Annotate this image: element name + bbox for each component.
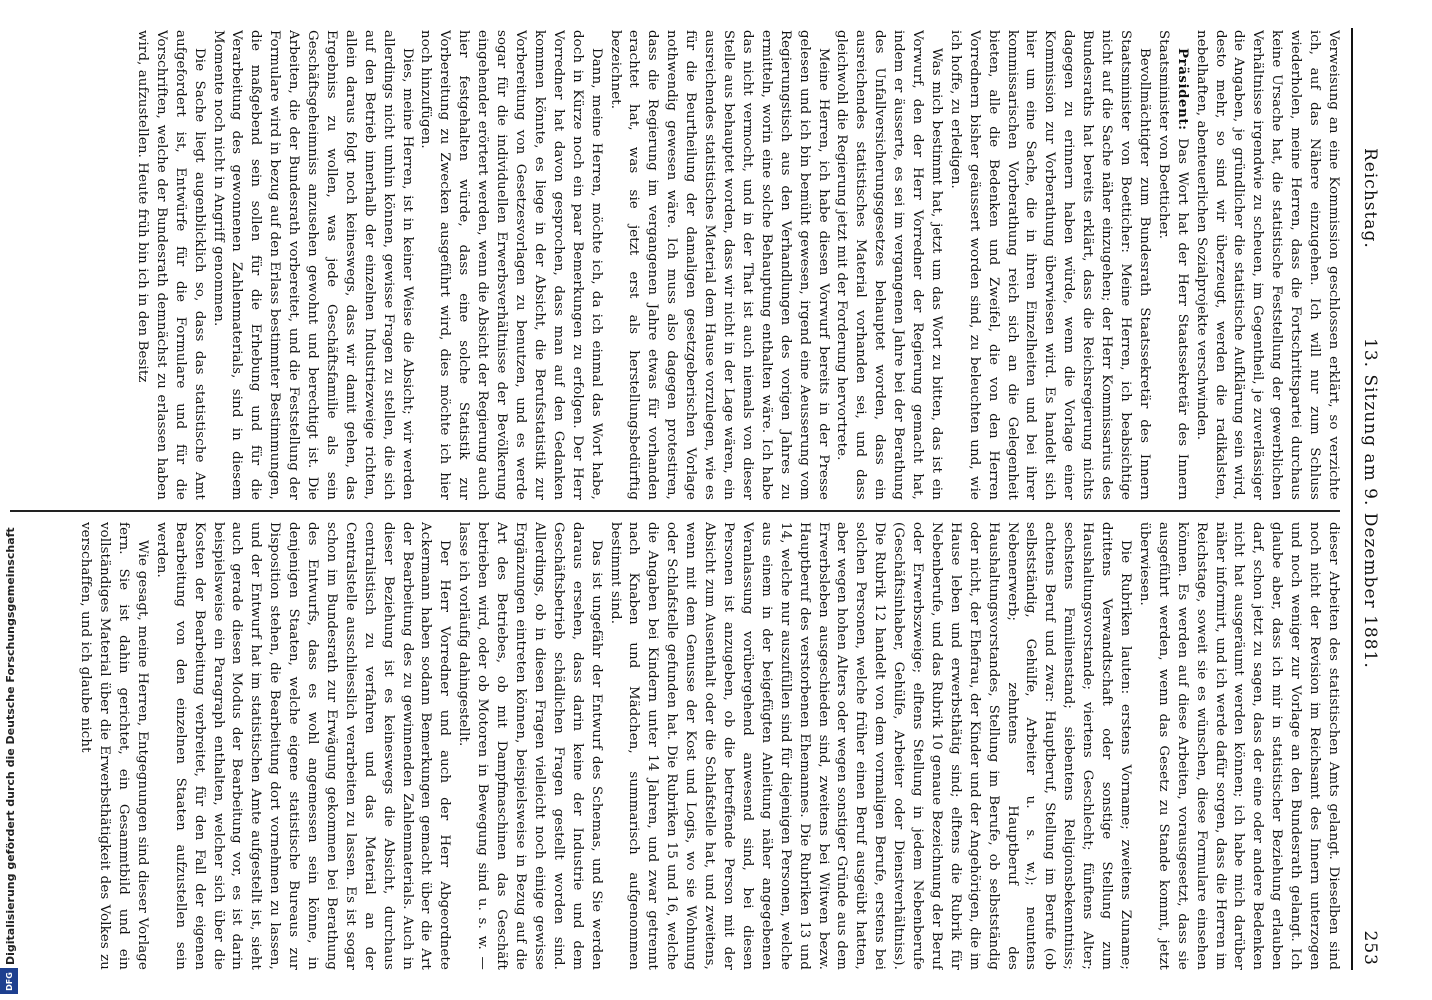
paragraph-text: Bevollmächtigter zum Bundesrath Staatssekretär des Innern Staatsminister von Boetticher: Meine Herren, ich beabsichtige nicht auf die Sache näher einzugehen; der Herr Kommissarius des Bundesraths hat bereits erklärt, dass die Reichsregierung nichts dagegen zu erinnern haben würde, wenn die Vorlage einer Kommission zur Vorberathung überwiesen wird. Es handelt sich hier um eine Sache, die in ihren Einzelheiten und bei ihrer kommissarischen Vorberathung reich sich an die Gelegenheit bieten, alle die Bedenken und Zweifel, die von den Herren Vorrednern bisher geäussert worden sind, zu beleuchten und, wie ich hoffe, zu erledigen.	[947, 30, 1152, 500]
paragraph-text: Wie gesagt, meine Herren, Entgegnungen sind dieser Vorlage fern. Sie ist dahin gerichtet, ein Gesammtbild und ein vollständiges Material über die Erwerbsthätigkeit des Volkes zu verschaffen, und ich glaube nicht	[78, 522, 150, 970]
page-number: 253	[1360, 930, 1380, 966]
left-column-paragraph	[416, 30, 605, 500]
right-column-paragraph	[1134, 522, 1342, 970]
right-column-paragraph	[453, 522, 604, 970]
paragraph-text: Meine Herren, ich habe diesen Vorwurf bereits in der Presse gelesen und ich bin bemüht gewesen, irgend eine Aeusserung vom Regierungstisch aus den Verhandlungen des vorigen Jahres zu ermitteln, worin eine solche Behauptung enthalten wäre. Ich habe das nicht vermocht, und in der That ist auch niemals von dieser Stelle aus behauptet worden, dass wir nicht in der Lage wären, ein ausreichendes statistisches Material dem Hause vorzulegen, wie es für die Beurtheilung der damaligen gesetzgeberischen Vorlage nothwendig gewesen wäre. Ich muss also dagegen protestiren, dass die Regierung im vergangenen Jahre etwas für vorhanden erachtet hat, was sie jetzt erst als herstellungsbedürftig bezeichnet.	[607, 30, 831, 500]
left-column-paragraph	[132, 30, 208, 500]
right-column-paragraph	[75, 522, 151, 970]
header-rule	[1351, 28, 1353, 970]
left-column-paragraph	[832, 30, 945, 500]
left-column-paragraph	[945, 30, 1153, 500]
paragraph-text: Das ist ungefähr der Entwurf des Schemas, und Sie werden daraus ersehen, dass darin keine der Industrie und dem Geschäftsbetrieb schädlichen Fragen gestellt worden sind. Allerdings, ob in diesen Fragen vielleicht noch einige gewisse Ergänzungen eintreten können, beispielsweise in Bezug auf die Art des Betriebes, ob mit Dampfmaschinen das Geschäft betrieben wird, oder ob Motoren in Bewegung sind u. s. w. — lasse ich vorläufig dahingestellt.	[456, 522, 604, 970]
paragraph-text: Das Wort hat der Herr Staatssekretär des Innern Staatsminister von Boetticher.	[1155, 30, 1190, 500]
dfg-logo-text: DFG	[4, 971, 14, 991]
right-column-paragraph	[605, 522, 1134, 970]
paragraph-text: Was mich bestimmt hat, jetzt um das Wort zu bitten, das ist ein Vorwurf, den der Herr Vorredner der Regierung gemacht hat, indem er äusserte, es sei im vergangenen Jahre bei der Berathung des Unfallversicherungsgesetzes behauptet worden, dass ein ausreichendes statistisches Material vorhanden sei, und dass gleichwohl die Regierung jetzt mit der Forderung hervortrete.	[834, 30, 944, 500]
header-session-date: 13. Sitzung am 9. Dezember 1881.	[1360, 338, 1380, 669]
speaker-label: Präsident:	[1174, 48, 1190, 131]
paragraph-text: Der Herr Vorredner und auch der Herr Abgeordnete Ackermann haben sodann Bemerkungen gemacht über die Art der Bearbeitung des zu gewinnenden Zahlenmaterials. Auch in dieser Beziehung ist es keineswegs die Absicht, durchaus centralistisch zu verfahren und das Material an der Centralstelle ausschliesslich verarbeiten zu lassen. Es ist sogar schon im Bundesrath zur Erwägung gekommen bei Berathung des Entwurfs, dass es wohl angemessen sein könne, in denjenigen Staaten, welche eigene statistische Bureaus zur Disposition stehen, die Bearbeitung dort vornehmen zu lassen, und der Entwurf hat im statistischen Amte aufgestellt ist, sieht auch gerade diesen Modus der Bearbeitung vor, es ist darin beispielsweise ein Paragraph enthalten, welcher sich über die Kosten der Bearbeitung verbreitet, für den Fall der eigenen Bearbeitung von den einzelnen Staaten aufzustellen sein werden.	[153, 522, 453, 970]
paragraph-text: dieser Arbeiten des statistischen Amts gelangt. Dieselben sind noch nicht der Revision im Reichsamt des Innern unterzogen und noch weniger zur Vorlage an den Bundesrath gelangt. Ich glaube aber, dass ich mir in statistischer Beziehung erlauben darf, schon jetzt zu sagen, dass der eine oder andere Bedenken nicht hat ausgeräumt werden können; ich habe mich darüber näher informirt, und ich werde dafür sorgen, dass die Herren im Reichstage, soweit sie es wünschen, diese Formulare einsehen können. Es werden auf diese Arbeiten, vorausgesetzt, dass sie ausgeführt werden, wenn das Gesetz zu Stande kommt, jetzt überwiesen.	[1136, 522, 1341, 970]
right-column	[8, 522, 1342, 970]
running-head	[1356, 28, 1384, 970]
digitization-credit: Digitalisierung gefördert durch die Deutsche Forschungsgemeinschaft	[4, 527, 17, 965]
left-column-paragraph	[1153, 30, 1191, 500]
left-column	[8, 30, 1342, 500]
left-column-paragraph	[208, 30, 416, 500]
paragraph-text: Dies, meine Herren, ist in keiner Weise die Absicht; wir werden allerdings nicht umhin können, gewisse Fragen zu stellen, die sich auf den Betrieb innerhalb der einzelnen Industriezweige richten, allein daraus folgt noch keineswegs, dass wir damit gehen, das Ergebniss zu wollen, was jede Geschäftsfamilie als sein Geschäftsgeheimniss anzusehen gewohnt und berechtigt ist. Die Arbeiten, die der Bundesrath vorbereitet, und die Feststellung der Formulare wird in bezug auf den Erlass bestimmter Bestimmungen, die maßgebend sein sollen für die Erhebung und für die Verarbeitung des gewonnenen Zahlenmaterials, sind in diesem Momente noch nicht in Angriff genommen.	[210, 30, 415, 500]
left-column-paragraph	[605, 30, 832, 500]
paragraph-text: Die Sache liegt augenblicklich so, dass das statistische Amt aufgefordert ist, Entwürfe für die Formulare und für die Vorschriften, welche der Bundesrath demnächst zu erlassen haben wird, aufzustellen. Heute früh bin ich in den Besitz	[134, 30, 207, 500]
column-divider	[10, 510, 1340, 512]
paragraph-text: Verweisung an eine Kommission geschlossen erklärt, so verzichte ich, auf das Nähere einzugehen. Ich will nur zum Schluss wiederholen, meine Herren, dass die Fortschrittspartei durchaus keine Ursache hat, die statistische Feststellung der gewerblichen Verhältnisse irgendwie zu scheuen, im Gegentheil, je zuverlässiger die Angaben, je gründlicher die statistische Aufklärung sein wird, desto mehr, so sind wir überzeugt, werden die radikalsten, nebelhaften, abenteuerlichen Sozialprojekte verschwinden.	[1193, 30, 1341, 500]
dfg-logo-icon	[0, 968, 18, 994]
left-column-paragraph	[1191, 30, 1342, 500]
paragraph-text: Dann, meine Herren, möchte ich, da ich einmal das Wort habe, doch in Kürze noch ein paar Bemerkungen zu erfolgen. Der Herr Vorredner hat davon gesprochen, dass man auf den Gedanken kommen könnte, es liege in der Absicht, die Berufsstatistik zur Vorbereitung von Gesetzesvorlagen zu benutzen, und es werde sogar für die individuellen Erwerbsverhältnisse der Bevölkerung eingehender erörtert werden, wenn die Absicht der Regierung auch hier festgehalten würde, dass eine solche Statistik zur Vorbereitung zu Zwecken ausgeführt wird, dies möchte ich hier noch hinzufügen.	[418, 30, 604, 500]
header-left: Reichstag.	[1360, 148, 1380, 249]
paragraph-text: Die Rubriken lauten: erstens Vorname; zweitens Zuname; drittens Verwandtschaft oder sonstige Stellung zum Haushaltungsvorstande; viertens Geschlecht; fünftens Alter; sechstens Familienstand; siebentens Religionsbekenntniss; achtens Beruf und zwar: Hauptberuf, Stellung im Berufe (ob selbstständig, Gehülfe, Arbeiter u. s. w.); neuntens Nebenerwerb; zehntens Hauptberuf des Haushaltungsvorstandes, Stellung im Berufe, ob selbstständig oder nicht, der Ehefrau, der Kinder und der Angehörigen, die im Hause leben und erwerbsthätig sind; elftens die Rubrik für Nebenberufe, und das Rubrik 10 genaue Bezeichnung der Beruf oder Erwerbszweige; elftens Stellung in jedem Nebenberufe (Geschäftsinhaber, Gehülfe, Arbeiter oder Dienstverhältniss). Die Rubrik 12 handelt von dem vormaligen Berufe, erstens bei solchen Personen, welche früher einen Beruf ausgeübt hatten, aber wegen hohen Alters oder wegen sonstiger Gründe aus dem Erwerbsleben ausgeschieden sind, zweitens bei Witwen bezw. Hauptberuf des verstorbenen Ehemannes. Die Rubriken 13 und 14, welche nur auszufüllen sind für diejenigen Personen, welche aus einem in der beigefügten Anleitung näher angegebenen Veranlassung vorübergehend anwesend sind, bei diesen Personen ist anzugeben, ob die betreffende Person mit der Absicht zum Ausenthalt oder die Schlafstelle hat, und zweitens, wenn mit dem Genusse der Kost und Logis, wo sie Wohnung oder Schlafstelle gefunden hat. Die Rubriken 15 und 16, welche die Angaben bei Kindern unter 14 Jahren, und zwar getrennt nach Knaben und Mädchen, summarisch aufgenommen bestimmt sind.	[607, 522, 1134, 970]
right-column-paragraph	[151, 522, 454, 970]
